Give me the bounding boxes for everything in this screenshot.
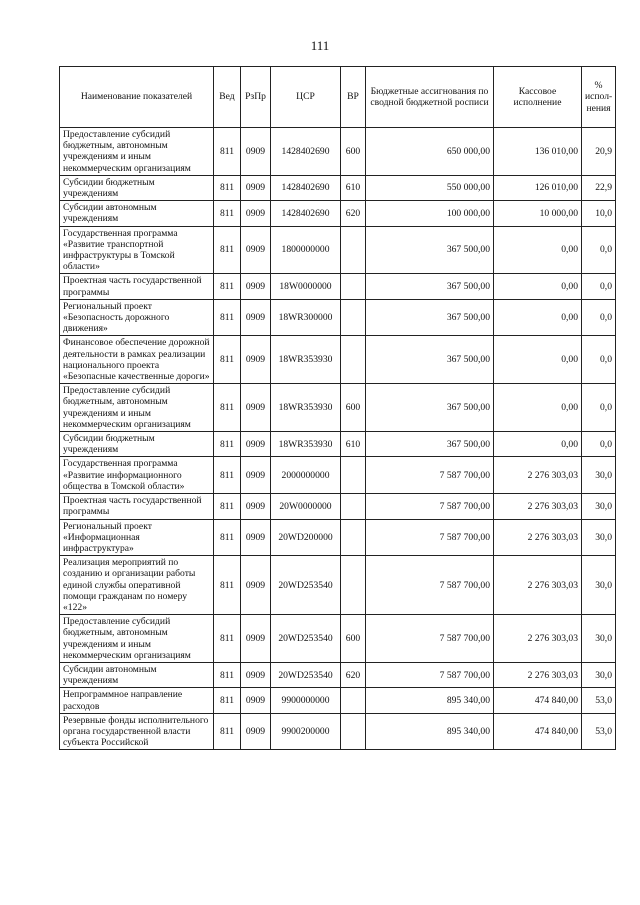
cell-name: Предоставление субсидий бюджетным, автономным учреждениям и иным некоммерческим организациям (60, 128, 214, 176)
cell-ved: 811 (214, 615, 241, 663)
table-row (60, 226, 616, 274)
header-vr: ВР (341, 67, 366, 128)
cell-csr: 20WD253540 (271, 556, 341, 615)
cell-csr: 20WD253540 (271, 615, 341, 663)
cell-csr: 18WR353930 (271, 336, 341, 384)
cell-ved: 811 (214, 494, 241, 519)
table-row (60, 128, 616, 176)
cell-vr (341, 299, 366, 336)
cell-assignments: 367 500,00 (366, 299, 494, 336)
cell-rzpr: 0909 (241, 494, 271, 519)
cell-assignments: 650 000,00 (366, 128, 494, 176)
cell-assignments: 367 500,00 (366, 384, 494, 432)
cell-percent: 30,0 (582, 494, 616, 519)
cell-ved: 811 (214, 713, 241, 750)
cell-csr: 18WR353930 (271, 432, 341, 457)
cell-csr: 9900200000 (271, 713, 341, 750)
page-number: 111 (310, 38, 330, 53)
header-name: Наименование показателей (60, 67, 214, 128)
table-row (60, 175, 616, 200)
cell-csr: 1428402690 (271, 201, 341, 226)
cell-cash-execution: 0,00 (494, 299, 582, 336)
cell-assignments: 7 587 700,00 (366, 519, 494, 556)
table-row (60, 494, 616, 519)
cell-percent: 30,0 (582, 519, 616, 556)
cell-rzpr: 0909 (241, 519, 271, 556)
cell-vr (341, 688, 366, 713)
cell-vr (341, 713, 366, 750)
cell-vr: 600 (341, 384, 366, 432)
cell-percent: 20,9 (582, 128, 616, 176)
cell-vr (341, 556, 366, 615)
cell-vr: 620 (341, 201, 366, 226)
cell-assignments: 7 587 700,00 (366, 494, 494, 519)
cell-name: Резервные фонды исполнительного органа государственной власти субъекта Российской (60, 713, 214, 750)
cell-rzpr: 0909 (241, 713, 271, 750)
header-percent: % испол-нения (582, 67, 616, 128)
cell-assignments: 7 587 700,00 (366, 662, 494, 687)
table-row (60, 615, 616, 663)
table-row (60, 713, 616, 750)
table-row (60, 384, 616, 432)
cell-rzpr: 0909 (241, 336, 271, 384)
cell-ved: 811 (214, 432, 241, 457)
cell-assignments: 367 500,00 (366, 274, 494, 299)
cell-rzpr: 0909 (241, 128, 271, 176)
cell-assignments: 100 000,00 (366, 201, 494, 226)
cell-cash-execution: 10 000,00 (494, 201, 582, 226)
cell-rzpr: 0909 (241, 457, 271, 494)
cell-ved: 811 (214, 226, 241, 274)
cell-percent: 0,0 (582, 336, 616, 384)
cell-vr (341, 336, 366, 384)
budget-table (59, 66, 616, 750)
cell-assignments: 7 587 700,00 (366, 556, 494, 615)
cell-name: Субсидии бюджетным учреждениям (60, 175, 214, 200)
cell-csr: 1800000000 (271, 226, 341, 274)
cell-ved: 811 (214, 519, 241, 556)
cell-cash-execution: 0,00 (494, 384, 582, 432)
cell-percent: 0,0 (582, 384, 616, 432)
cell-percent: 22,9 (582, 175, 616, 200)
table-row (60, 457, 616, 494)
cell-name: Предоставление субсидий бюджетным, автономным учреждениям и иным некоммерческим организациям (60, 384, 214, 432)
cell-percent: 0,0 (582, 299, 616, 336)
cell-ved: 811 (214, 662, 241, 687)
cell-percent: 0,0 (582, 226, 616, 274)
table-row (60, 299, 616, 336)
cell-vr: 610 (341, 432, 366, 457)
cell-name: Предоставление субсидий бюджетным, автономным учреждениям и иным некоммерческим организациям (60, 615, 214, 663)
cell-rzpr: 0909 (241, 299, 271, 336)
cell-vr (341, 274, 366, 299)
cell-name: Региональный проект «Безопасность дорожного движения» (60, 299, 214, 336)
cell-cash-execution: 0,00 (494, 432, 582, 457)
cell-cash-execution: 136 010,00 (494, 128, 582, 176)
cell-assignments: 367 500,00 (366, 432, 494, 457)
cell-name: Государственная программа «Развитие информационного общества в Томской области» (60, 457, 214, 494)
cell-assignments: 367 500,00 (366, 336, 494, 384)
cell-cash-execution: 0,00 (494, 336, 582, 384)
cell-ved: 811 (214, 688, 241, 713)
cell-rzpr: 0909 (241, 175, 271, 200)
table-row (60, 336, 616, 384)
cell-ved: 811 (214, 384, 241, 432)
cell-assignments: 550 000,00 (366, 175, 494, 200)
cell-name: Региональный проект «Информационная инфраструктура» (60, 519, 214, 556)
cell-rzpr: 0909 (241, 615, 271, 663)
cell-cash-execution: 474 840,00 (494, 713, 582, 750)
cell-cash-execution: 474 840,00 (494, 688, 582, 713)
cell-percent: 53,0 (582, 713, 616, 750)
cell-vr (341, 226, 366, 274)
cell-ved: 811 (214, 175, 241, 200)
cell-csr: 20W0000000 (271, 494, 341, 519)
cell-percent: 10,0 (582, 201, 616, 226)
cell-csr: 20WD253540 (271, 662, 341, 687)
cell-cash-execution: 2 276 303,03 (494, 457, 582, 494)
cell-ved: 811 (214, 457, 241, 494)
cell-cash-execution: 2 276 303,03 (494, 615, 582, 663)
cell-vr (341, 494, 366, 519)
cell-vr (341, 519, 366, 556)
header-csr: ЦСР (271, 67, 341, 128)
cell-percent: 30,0 (582, 662, 616, 687)
header-assignments: Бюджетные ассигнования по сводной бюджетной росписи (366, 67, 494, 128)
cell-csr: 1428402690 (271, 128, 341, 176)
cell-rzpr: 0909 (241, 688, 271, 713)
cell-percent: 53,0 (582, 688, 616, 713)
cell-vr: 620 (341, 662, 366, 687)
header-cash-execution: Кассовое исполнение (494, 67, 582, 128)
table-row (60, 519, 616, 556)
cell-name: Проектная часть государственной программы (60, 494, 214, 519)
cell-rzpr: 0909 (241, 274, 271, 299)
cell-cash-execution: 2 276 303,03 (494, 662, 582, 687)
table-row (60, 274, 616, 299)
cell-assignments: 895 340,00 (366, 688, 494, 713)
cell-percent: 30,0 (582, 615, 616, 663)
cell-name: Проектная часть государственной программы (60, 274, 214, 299)
table-row (60, 432, 616, 457)
cell-vr (341, 457, 366, 494)
cell-percent: 30,0 (582, 457, 616, 494)
table-row (60, 688, 616, 713)
cell-cash-execution: 0,00 (494, 274, 582, 299)
cell-cash-execution: 0,00 (494, 226, 582, 274)
cell-vr: 600 (341, 128, 366, 176)
cell-ved: 811 (214, 299, 241, 336)
cell-ved: 811 (214, 128, 241, 176)
cell-rzpr: 0909 (241, 201, 271, 226)
cell-csr: 1428402690 (271, 175, 341, 200)
cell-csr: 20WD200000 (271, 519, 341, 556)
cell-ved: 811 (214, 274, 241, 299)
cell-name: Государственная программа «Развитие транспортной инфраструктуры в Томской области» (60, 226, 214, 274)
cell-assignments: 367 500,00 (366, 226, 494, 274)
cell-name: Субсидии бюджетным учреждениям (60, 432, 214, 457)
cell-ved: 811 (214, 201, 241, 226)
cell-csr: 18WR353930 (271, 384, 341, 432)
cell-name: Субсидии автономным учреждениям (60, 662, 214, 687)
cell-csr: 18W0000000 (271, 274, 341, 299)
table-body (60, 128, 616, 750)
cell-csr: 2000000000 (271, 457, 341, 494)
cell-percent: 0,0 (582, 432, 616, 457)
cell-vr: 600 (341, 615, 366, 663)
cell-percent: 0,0 (582, 274, 616, 299)
cell-rzpr: 0909 (241, 556, 271, 615)
cell-vr: 610 (341, 175, 366, 200)
cell-name: Непрограммное направление расходов (60, 688, 214, 713)
cell-assignments: 7 587 700,00 (366, 615, 494, 663)
cell-rzpr: 0909 (241, 226, 271, 274)
cell-cash-execution: 126 010,00 (494, 175, 582, 200)
cell-name: Финансовое обеспечение дорожной деятельности в рамках реализации национального проекта «Безопасные качественные дороги» (60, 336, 214, 384)
cell-ved: 811 (214, 336, 241, 384)
cell-assignments: 7 587 700,00 (366, 457, 494, 494)
cell-percent: 30,0 (582, 556, 616, 615)
cell-csr: 9900000000 (271, 688, 341, 713)
cell-assignments: 895 340,00 (366, 713, 494, 750)
cell-name: Реализация мероприятий по созданию и организации работы единой службы оперативной помощи гражданам по номеру «122» (60, 556, 214, 615)
table-row (60, 201, 616, 226)
cell-ved: 811 (214, 556, 241, 615)
cell-rzpr: 0909 (241, 432, 271, 457)
cell-cash-execution: 2 276 303,03 (494, 519, 582, 556)
cell-cash-execution: 2 276 303,03 (494, 494, 582, 519)
cell-rzpr: 0909 (241, 384, 271, 432)
header-rzpr: РзПр (241, 67, 271, 128)
table-header-row (60, 67, 616, 128)
cell-name: Субсидии автономным учреждениям (60, 201, 214, 226)
header-ved: Вед (214, 67, 241, 128)
cell-rzpr: 0909 (241, 662, 271, 687)
cell-csr: 18WR300000 (271, 299, 341, 336)
cell-cash-execution: 2 276 303,03 (494, 556, 582, 615)
table-row (60, 662, 616, 687)
table-row (60, 556, 616, 615)
